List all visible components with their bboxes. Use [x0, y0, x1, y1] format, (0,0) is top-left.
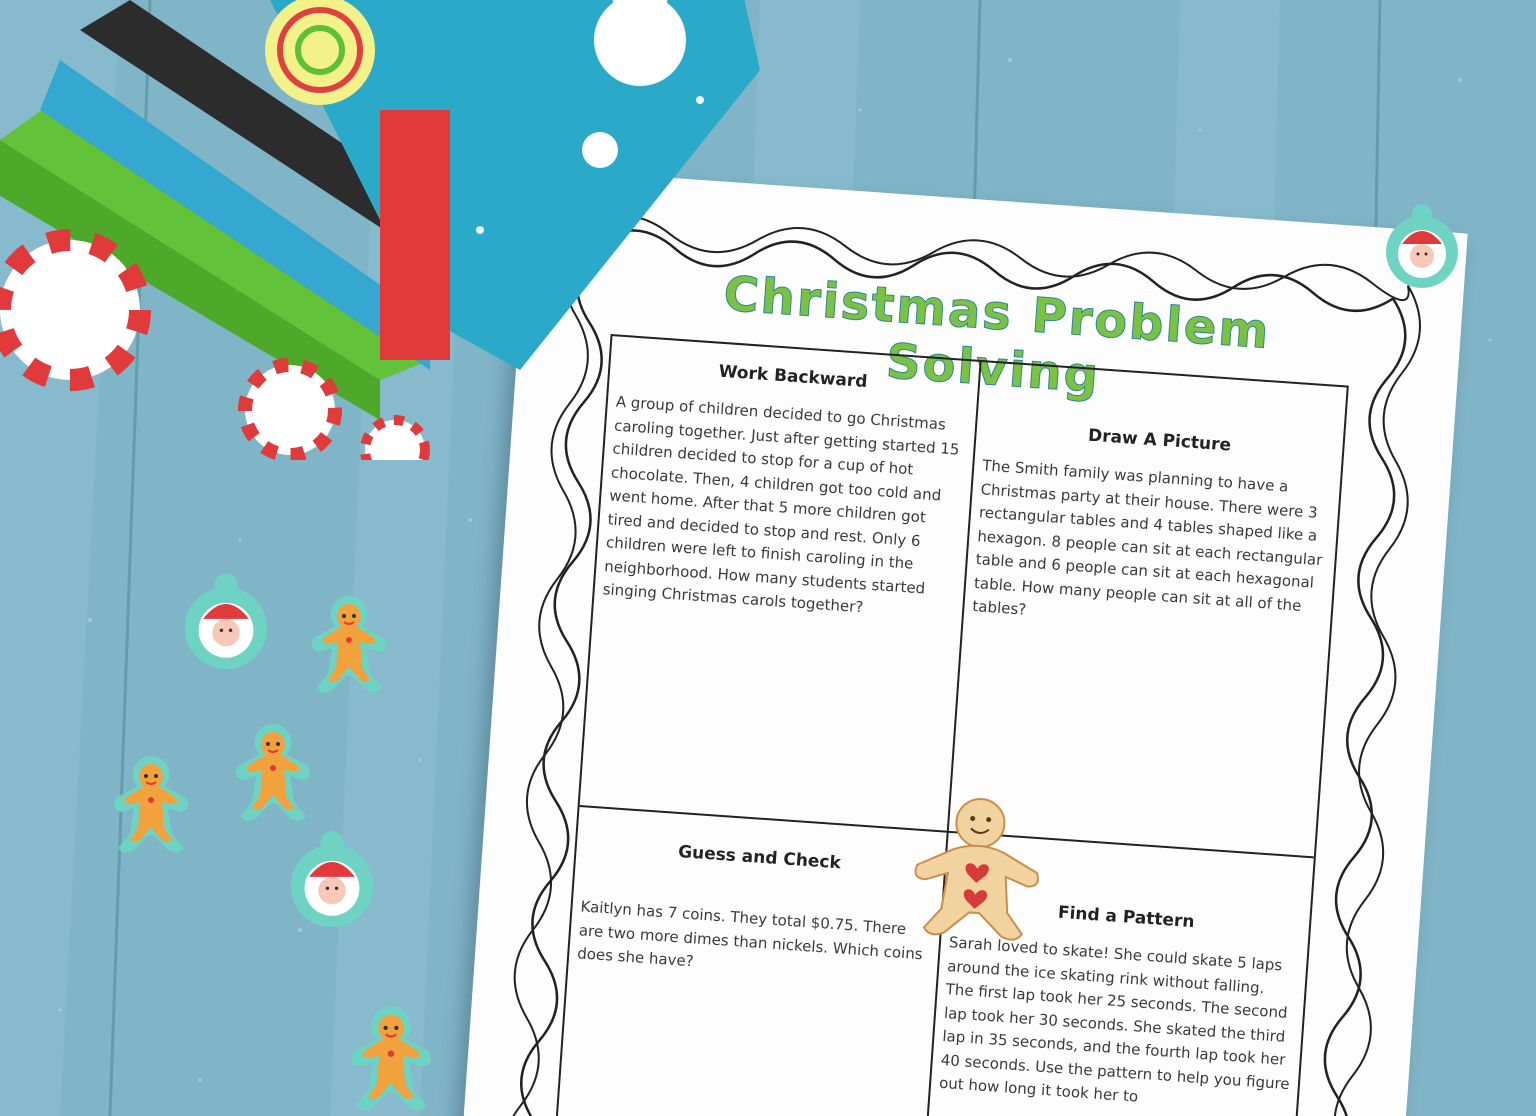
section-draw-a-picture — [972, 418, 1335, 642]
gingerbread-eraser-icon — [306, 592, 392, 696]
christmas-gift-box — [0, 0, 760, 460]
gingerbread-eraser-icon — [230, 720, 316, 824]
section-problem-text: Kaitlyn has 7 coins. They total $0.75. There are two more dimes than nickels. Which coins does she have? — [576, 897, 924, 971]
section-heading: Draw A Picture — [1087, 425, 1232, 456]
gingerbread-man-icon — [897, 786, 1057, 946]
santa-face-icon — [178, 568, 274, 672]
section-heading: Find a Pattern — [1057, 902, 1196, 933]
santa-face-icon — [1380, 200, 1464, 290]
gingerbread-eraser-icon — [344, 1002, 438, 1114]
section-problem-text: The Smith family was planning to have a Christmas party at their house. There were 3 rectangular tables and 4 tables shaped like a hexagon. 8 people can sit at each rectangular table and 6 people can sit at each hexagonal table. How many people can sit at all of the tables? — [971, 456, 1324, 619]
section-heading: Guess and Check — [677, 842, 842, 874]
worksheet-title: Christmas Problem Solving — [721, 265, 1273, 405]
gingerbread-eraser-icon — [108, 752, 194, 856]
section-problem-text: Sarah loved to skate! She could skate 5 laps around the ice skating rink without falling. The first lap took her 25 seconds. The second lap took her 30 seconds. She skated the third lap in 35 seconds, and the fourth lap took her 40 seconds. Use the pattern to help you figure out how long it took her to — [938, 933, 1291, 1106]
section-guess-and-check — [576, 836, 934, 991]
santa-face-icon — [284, 826, 380, 930]
section-problem-text: A group of children decided to go Christmas caroling together. Just after getting started 15 children decided to stop for a cup of hot chocolate. Then, 4 children got too cold and went home. After that 5 more children got tired and decided to stop and rest. Only 6 children were left to finish caroling in the neighborhood. How many students started singing Christmas carols together? — [602, 392, 961, 617]
section-heading: Work Backward — [718, 361, 869, 393]
